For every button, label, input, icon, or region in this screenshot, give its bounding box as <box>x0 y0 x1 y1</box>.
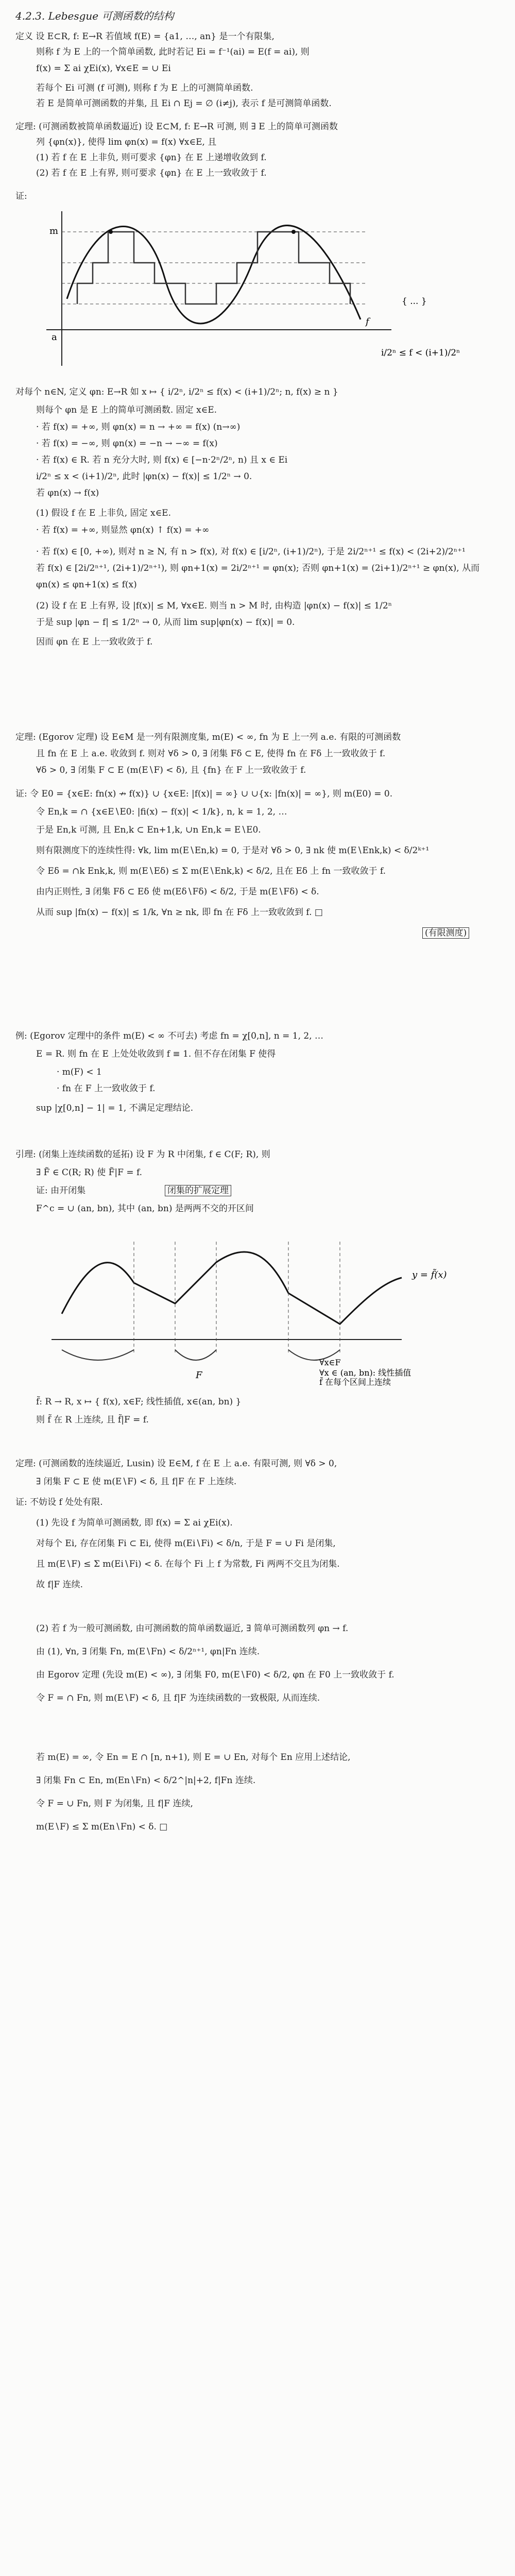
definition-line: 若 E 是简单可测函数的并集, 且 Ei ∩ Ej = ∅ (i≠j), 表示 f 是可测简单函数. <box>36 98 332 109</box>
lemma-box: 闭集的扩展定理 <box>165 1185 231 1196</box>
definition-line: 若每个 Ei 可测 (f 可测), 则称 f 为 E 上的可测简单函数. <box>36 83 253 93</box>
egorov-line: 从而 sup |fn(x) − f(x)| ≤ 1/k, ∀n ≥ nk, 即 fn 在 Fδ 上一致收敛到 f. □ <box>36 907 323 918</box>
lusin-line: 由 Egorov 定理 (先设 m(E) < ∞), ∃ 闭集 F0, m(E∖F0) < δ/2, φn 在 F0 上一致收敛于 f. <box>36 1670 394 1680</box>
egorov-line: 于是 En,k 可测, 且 En,k ⊂ En+1,k, ∪n En,k = E∖E0. <box>36 825 261 835</box>
egorov-line: 令 En,k = ∩ {x∈E∖E0: |fi(x) − f(x)| < 1/k}, n, k = 1, 2, … <box>36 807 287 817</box>
proof-line: (1) 假设 f 在 E 上非负, 固定 x∈E. <box>36 508 171 518</box>
proof-line: 若 φn(x) → f(x) <box>36 488 99 498</box>
lusin-line: 且 m(E∖F) ≤ Σ m(Ei∖Fi) < δ. 在每个 Fi 上 f 为常数, Fi 两两不交且为闭集. <box>36 1559 340 1569</box>
example-line: E = R. 则 fn 在 E 上处处收敛到 f ≡ 1. 但不存在闭集 F 使得 <box>36 1049 276 1059</box>
lemma-line: 引理: (闭集上连续函数的延拓) 设 F 为 R 中闭集, f ∈ C(F; R), 则 <box>15 1149 270 1160</box>
lusin-line: (2) 若 f 为一般可测函数, 由可测函数的简单函数逼近, ∃ 简单可测函数列 φn → f. <box>36 1623 349 1634</box>
lusin-line: 证: 不妨设 f 处处有限. <box>15 1497 103 1507</box>
marker-point <box>109 230 113 234</box>
section-title: 4.2.3. Lebesgue 可测函数的结构 <box>15 10 174 22</box>
step-approximation-figure <box>31 201 494 376</box>
extension-curve <box>62 1252 402 1324</box>
theorem-line: 列 {φn(x)}, 使得 lim φn(x) = f(x) ∀x∈E, 且 <box>36 137 217 147</box>
lemma-box-wrap <box>165 1185 299 1196</box>
figure2-legend: ∀x ∈ (an, bn): 线性插值 <box>319 1368 411 1378</box>
proof-label: 证: <box>15 191 27 201</box>
proof-line: 因而 φn 在 E 上一致收敛于 f. <box>36 637 153 647</box>
proof-line: · 若 f(x) ∈ [0, +∞), 则对 n ≥ N, 有 n > f(x), 对 f(x) ∈ [i/2ⁿ, (i+1)/2ⁿ), 于是 2i/2ⁿ⁺¹ ≤ f(x) < (2i+2)/2ⁿ⁺¹ <box>36 547 466 557</box>
closed-set-brace <box>175 1350 216 1360</box>
lusin-line: m(E∖F) ≤ Σ m(En∖Fn) < δ. □ <box>36 1822 168 1832</box>
figure-legend: i/2ⁿ ≤ f < (i+1)/2ⁿ <box>381 348 460 358</box>
definition-formula: f(x) = Σ ai χEi(x), ∀x∈E = ∪ Ei <box>36 63 171 74</box>
label-m: m <box>49 226 59 236</box>
lusin-line: 故 f|F 连续. <box>36 1580 83 1590</box>
definition-line: 定义 设 E⊂R, f: E→R 若值域 f(E) = {a1, …, an} 是一个有限集, <box>15 31 274 42</box>
figure2-legend: f̃ 在每个区间上连续 <box>319 1377 391 1386</box>
proof-line: 则每个 φn 是 E 上的简单可测函数. 固定 x∈E. <box>36 405 217 415</box>
theorem-line: 定理: (可测函数被简单函数逼近) 设 E⊂M, f: E→R 可测, 则 ∃ E 上的简单可测函数 <box>15 122 338 132</box>
proof-line: · 若 f(x) ∈ R. 若 n 充分大时, 则 f(x) ∈ [−n·2ⁿ/2ⁿ, n) 且 x ∈ Ei <box>36 455 288 465</box>
proof-line: · 若 f(x) = +∞, 则 φn(x) = n → +∞ = f(x) (n→∞) <box>36 422 241 432</box>
lemma-line: ∃ F̃ ∈ C(R; R) 使 F̃|F = f. <box>36 1167 143 1178</box>
extension-figure <box>31 1221 494 1386</box>
lusin-line: 由 (1), ∀n, ∃ 闭集 Fn, m(E∖Fn) < δ/2ⁿ⁺¹, φn|Fn 连续. <box>36 1647 260 1657</box>
marker-point <box>291 230 296 234</box>
example-line: 例: (Egorov 定理中的条件 m(E) < ∞ 不可去) 考虑 fn = χ[0,n], n = 1, 2, … <box>15 1031 323 1041</box>
lusin-line: 若 m(E) = ∞, 令 En = E ∩ [n, n+1), 则 E = ∪ En, 对每个 En 应用上述结论, <box>36 1752 351 1762</box>
label-f: f <box>366 316 369 327</box>
definition-line: 则称 f 为 E 上的一个简单函数, 此时若记 Ei = f⁻¹(ai) = E(f = ai), 则 <box>36 47 310 57</box>
theorem-line: (1) 若 f 在 E 上非负, 则可要求 {φn} 在 E 上递增收敛到 f. <box>36 152 267 163</box>
lemma-line: f̃: R → R, x ↦ { f(x), x∈F; 线性插值, x∈(an, bn) } <box>36 1397 242 1407</box>
function-curve <box>67 226 360 324</box>
proof-line: i/2ⁿ ≤ x < (i+1)/2ⁿ, 此时 |φn(x) − f(x)| ≤ 1/2ⁿ → 0. <box>36 471 252 482</box>
egorov-line: 由内正则性, ∃ 闭集 Fδ ⊂ Eδ 使 m(Eδ∖Fδ) < δ/2, 于是 m(E∖Fδ) < δ. <box>36 887 319 897</box>
figure-brace-label: { ... } <box>402 296 427 307</box>
proof-line: 对每个 n∈N, 定义 φn: E→R 如 x ↦ { i/2ⁿ, i/2ⁿ ≤ f(x) < (i+1)/2ⁿ; n, f(x) ≥ n } <box>15 387 338 397</box>
label-y: y = f̃(x) <box>412 1269 447 1280</box>
egorov-tag: (有限测度) <box>422 927 469 939</box>
egorov-line: 则有限测度下的连续性得: ∀k, lim m(E∖En,k) = 0, 于是对 ∀δ > 0, ∃ nk 使 m(E∖Enk,k) < δ/2ᵏ⁺¹ <box>36 845 430 856</box>
lemma-line: 证: 由开闭集 <box>36 1185 86 1196</box>
proof-line: 于是 sup |φn − f| ≤ 1/2ⁿ → 0, 从而 lim sup|φn(x) − f(x)| = 0. <box>36 617 295 628</box>
lusin-line: 对每个 Ei, 存在闭集 Fi ⊂ Ei, 使得 m(Ei∖Fi) < δ/n, 于是 F = ∪ Fi 是闭集, <box>36 1538 336 1549</box>
lemma-line: F^c = ∪ (an, bn), 其中 (an, bn) 是两两不交的开区间 <box>36 1204 254 1214</box>
step-function <box>77 232 350 304</box>
lusin-line: ∃ 闭集 F ⊂ E 使 m(E∖F) < δ, 且 f|F 在 F 上连续. <box>36 1477 237 1487</box>
label-F: F <box>196 1370 202 1381</box>
lusin-line: ∃ 闭集 Fn ⊂ En, m(En∖Fn) < δ/2^|n|+2, f|Fn 连续. <box>36 1775 256 1786</box>
lusin-line: 定理: (可测函数的连续逼近, Lusin) 设 E∈M, f 在 E 上 a.e. 有限可测, 则 ∀δ > 0, <box>15 1459 337 1469</box>
egorov-line: ∀δ > 0, ∃ 闭集 F ⊂ E (m(E∖F) < δ), 且 {fn} 在 F 上一致收敛于 f. <box>36 765 306 775</box>
proof-line: · 若 f(x) = +∞, 则显然 φn(x) ↑ f(x) = +∞ <box>36 525 210 535</box>
lusin-line: (1) 先设 f 为简单可测函数, 即 f(x) = Σ ai χEi(x). <box>36 1518 233 1528</box>
proof-line: φn(x) ≤ φn+1(x) ≤ f(x) <box>36 580 137 590</box>
proof-line: (2) 设 f 在 E 上有界, 设 |f(x)| ≤ M, ∀x∈E. 则当 n > M 时, 由构造 |φn(x) − f(x)| ≤ 1/2ⁿ <box>36 601 392 611</box>
theorem-line: (2) 若 f 在 E 上有界, 则可要求 {φn} 在 E 上一致收敛于 f. <box>36 168 267 178</box>
example-line: · m(F) < 1 <box>57 1067 102 1077</box>
proof-line: 若 f(x) ∈ [2i/2ⁿ⁺¹, (2i+1)/2ⁿ⁺¹), 则 φn+1(x) = 2i/2ⁿ⁺¹ = φn(x); 否则 φn+1(x) = (2i+1)/2ⁿ⁺¹ ≥ φn(x), 从而 <box>36 563 480 573</box>
closed-set-brace <box>62 1350 134 1360</box>
egorov-line: 证: 令 E0 = {x∈E: fn(x) ↛ f(x)} ∪ {x∈E: |f(x)| = ∞} ∪ ∪{x: |fn(x)| = ∞}, 则 m(E0) = 0. <box>15 789 393 799</box>
proof-line: · 若 f(x) = −∞, 则 φn(x) = −n → −∞ = f(x) <box>36 438 218 449</box>
lusin-line: 令 F = ∪ Fn, 则 F 为闭集, 且 f|F 连续, <box>36 1799 193 1809</box>
label-a: a <box>52 332 57 343</box>
lemma-line: 则 f̃ 在 R 上连续, 且 f̃|F = f. <box>36 1415 149 1425</box>
figure2-legend: ∀x∈F <box>319 1358 341 1367</box>
egorov-tag-wrap <box>422 927 494 939</box>
example-line: sup |χ[0,n] − 1| = 1, 不满足定理结论. <box>36 1103 194 1113</box>
egorov-line: 定理: (Egorov 定理) 设 E∈M 是一列有限测度集, m(E) < ∞, fn 为 E 上一列 a.e. 有限的可测函数 <box>15 732 401 742</box>
example-line: · fn 在 F 上一致收敛于 f. <box>57 1083 156 1094</box>
lusin-line: 令 F = ∩ Fn, 则 m(E∖F) < δ, 且 f|F 为连续函数的一致极限, 从而连续. <box>36 1693 320 1703</box>
egorov-line: 令 Eδ = ∩k Enk,k, 则 m(E∖Eδ) ≤ Σ m(E∖Enk,k) < δ/2, 且在 Eδ 上 fn 一致收敛于 f. <box>36 866 386 876</box>
egorov-line: 且 fn 在 E 上 a.e. 收敛到 f. 则对 ∀δ > 0, ∃ 闭集 Fδ ⊂ E, 使得 fn 在 Fδ 上一致收敛于 f. <box>36 749 386 759</box>
